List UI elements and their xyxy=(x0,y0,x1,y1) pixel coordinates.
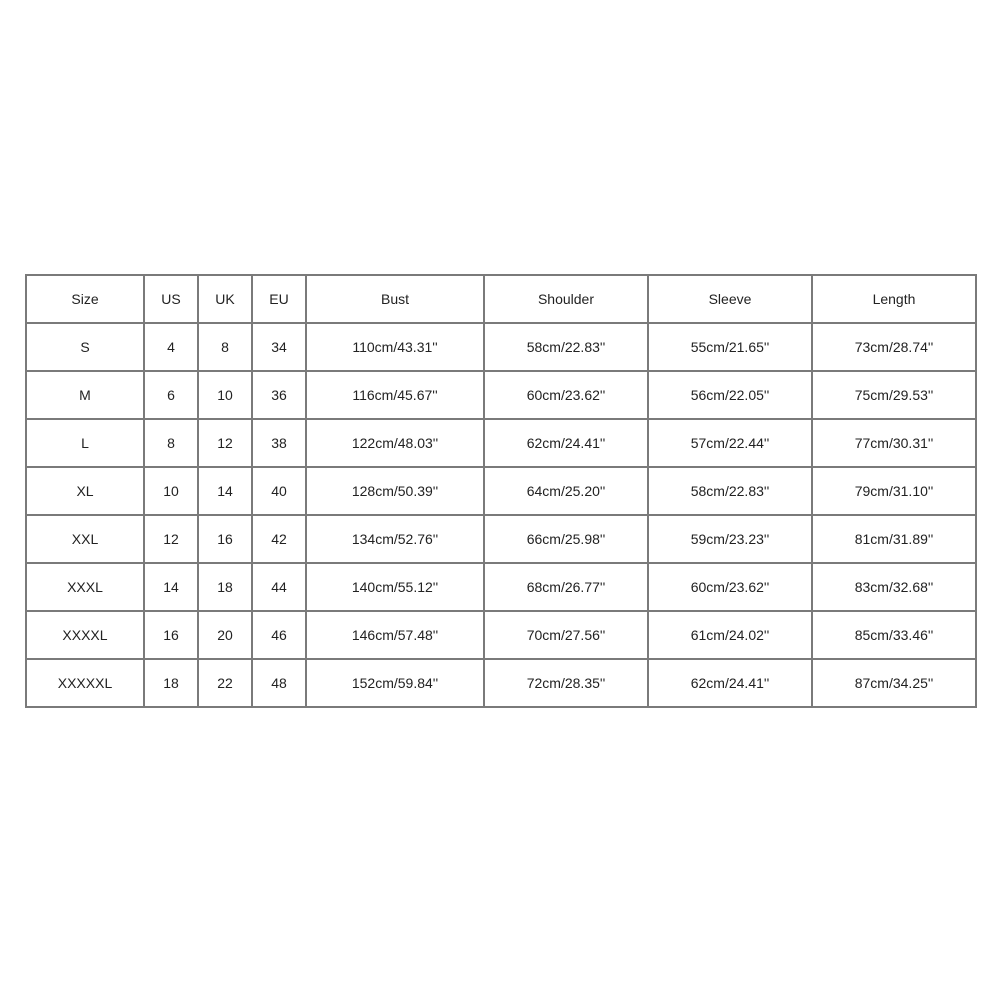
table-row xyxy=(26,467,976,515)
cell-length: 79cm/31.10'' xyxy=(812,467,976,515)
cell-us: 12 xyxy=(144,515,198,563)
cell-sleeve: 55cm/21.65'' xyxy=(648,323,812,371)
cell-shoulder: 72cm/28.35'' xyxy=(484,659,648,707)
table-row xyxy=(26,323,976,371)
table-row xyxy=(26,611,976,659)
cell-eu: 46 xyxy=(252,611,306,659)
cell-bust: 152cm/59.84'' xyxy=(306,659,484,707)
cell-length: 77cm/30.31'' xyxy=(812,419,976,467)
cell-bust: 134cm/52.76'' xyxy=(306,515,484,563)
cell-bust: 128cm/50.39'' xyxy=(306,467,484,515)
cell-bust: 146cm/57.48'' xyxy=(306,611,484,659)
cell-size: L xyxy=(26,419,144,467)
header-length: Length xyxy=(812,275,976,323)
cell-us: 4 xyxy=(144,323,198,371)
header-bust: Bust xyxy=(306,275,484,323)
cell-eu: 40 xyxy=(252,467,306,515)
cell-sleeve: 60cm/23.62'' xyxy=(648,563,812,611)
cell-sleeve: 61cm/24.02'' xyxy=(648,611,812,659)
table-row xyxy=(26,419,976,467)
cell-uk: 16 xyxy=(198,515,252,563)
cell-length: 81cm/31.89'' xyxy=(812,515,976,563)
cell-us: 18 xyxy=(144,659,198,707)
cell-shoulder: 58cm/22.83'' xyxy=(484,323,648,371)
cell-us: 10 xyxy=(144,467,198,515)
header-eu: EU xyxy=(252,275,306,323)
cell-sleeve: 59cm/23.23'' xyxy=(648,515,812,563)
cell-shoulder: 70cm/27.56'' xyxy=(484,611,648,659)
cell-length: 87cm/34.25'' xyxy=(812,659,976,707)
cell-eu: 36 xyxy=(252,371,306,419)
cell-uk: 22 xyxy=(198,659,252,707)
cell-eu: 48 xyxy=(252,659,306,707)
cell-length: 85cm/33.46'' xyxy=(812,611,976,659)
cell-eu: 42 xyxy=(252,515,306,563)
table-row xyxy=(26,563,976,611)
cell-eu: 38 xyxy=(252,419,306,467)
cell-size: S xyxy=(26,323,144,371)
cell-shoulder: 64cm/25.20'' xyxy=(484,467,648,515)
cell-bust: 116cm/45.67'' xyxy=(306,371,484,419)
header-size: Size xyxy=(26,275,144,323)
header-shoulder: Shoulder xyxy=(484,275,648,323)
cell-uk: 8 xyxy=(198,323,252,371)
cell-eu: 34 xyxy=(252,323,306,371)
cell-uk: 14 xyxy=(198,467,252,515)
cell-length: 75cm/29.53'' xyxy=(812,371,976,419)
cell-uk: 20 xyxy=(198,611,252,659)
cell-shoulder: 60cm/23.62'' xyxy=(484,371,648,419)
cell-size: XXXXXL xyxy=(26,659,144,707)
cell-us: 14 xyxy=(144,563,198,611)
cell-uk: 18 xyxy=(198,563,252,611)
cell-size: XXL xyxy=(26,515,144,563)
size-chart-table xyxy=(25,274,977,708)
cell-shoulder: 68cm/26.77'' xyxy=(484,563,648,611)
header-row xyxy=(26,275,976,323)
cell-sleeve: 62cm/24.41'' xyxy=(648,659,812,707)
cell-length: 83cm/32.68'' xyxy=(812,563,976,611)
cell-shoulder: 62cm/24.41'' xyxy=(484,419,648,467)
header-uk: UK xyxy=(198,275,252,323)
cell-bust: 140cm/55.12'' xyxy=(306,563,484,611)
table-row xyxy=(26,515,976,563)
cell-uk: 12 xyxy=(198,419,252,467)
table-row xyxy=(26,371,976,419)
cell-sleeve: 58cm/22.83'' xyxy=(648,467,812,515)
table-row xyxy=(26,659,976,707)
cell-us: 16 xyxy=(144,611,198,659)
cell-size: XL xyxy=(26,467,144,515)
cell-bust: 122cm/48.03'' xyxy=(306,419,484,467)
cell-size: M xyxy=(26,371,144,419)
cell-uk: 10 xyxy=(198,371,252,419)
cell-length: 73cm/28.74'' xyxy=(812,323,976,371)
cell-size: XXXL xyxy=(26,563,144,611)
cell-bust: 110cm/43.31'' xyxy=(306,323,484,371)
cell-sleeve: 56cm/22.05'' xyxy=(648,371,812,419)
cell-eu: 44 xyxy=(252,563,306,611)
header-sleeve: Sleeve xyxy=(648,275,812,323)
cell-us: 8 xyxy=(144,419,198,467)
cell-shoulder: 66cm/25.98'' xyxy=(484,515,648,563)
cell-sleeve: 57cm/22.44'' xyxy=(648,419,812,467)
cell-size: XXXXL xyxy=(26,611,144,659)
header-us: US xyxy=(144,275,198,323)
cell-us: 6 xyxy=(144,371,198,419)
